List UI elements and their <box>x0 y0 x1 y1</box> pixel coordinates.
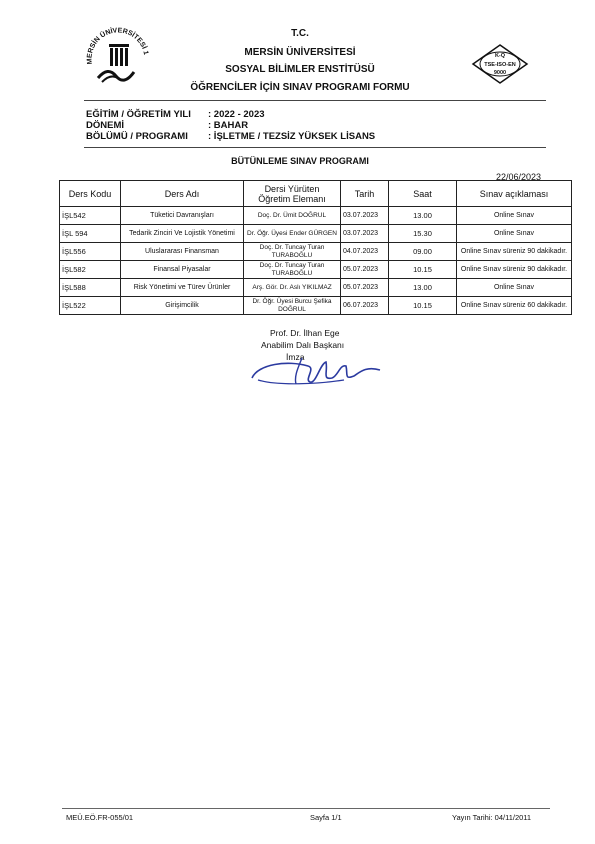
course-name: Risk Yönetimi ve Türev Ürünler <box>121 279 244 297</box>
university-logo <box>82 24 152 86</box>
course-name: Tüketici Davranışları <box>121 207 244 225</box>
course-code: İŞL588 <box>60 279 121 297</box>
exam-note: Online Sınav <box>457 207 572 225</box>
academic-year-value: : 2022 - 2023 <box>208 109 265 120</box>
table-row <box>60 261 572 279</box>
exam-time: 13.00 <box>389 207 457 225</box>
header-lecturer <box>244 181 341 207</box>
exam-time: 13.00 <box>389 279 457 297</box>
header-note: Sınav açıklaması <box>457 181 572 207</box>
header-course-name: Ders Adı <box>121 181 244 207</box>
table-header-row <box>60 181 572 207</box>
exam-note: Online Sınav süreniz 90 dakikadır. <box>457 261 572 279</box>
page-number: Sayfa 1/1 <box>310 813 342 822</box>
signatory-title: Anabilim Dalı Başkanı <box>261 340 345 350</box>
course-code: İŞL582 <box>60 261 121 279</box>
exam-time: 09.00 <box>389 243 457 261</box>
exam-time: 10.15 <box>389 297 457 315</box>
exam-date: 03.07.2023 <box>341 207 389 225</box>
tse-logo-line-1: K-Q <box>494 53 506 59</box>
exam-note: Online Sınav <box>457 225 572 243</box>
header-lecturer-line-1: Dersi Yürüten <box>264 183 320 194</box>
course-code: İŞL556 <box>60 243 121 261</box>
exam-schedule-table <box>59 180 572 315</box>
footer-divider <box>62 808 550 809</box>
lecturer: Dr. Öğr. Üyesi Ender GÜRGEN <box>244 225 341 243</box>
course-name: Finansal Piyasalar <box>121 261 244 279</box>
exam-date: 04.07.2023 <box>341 243 389 261</box>
handwritten-signature <box>248 350 388 388</box>
info-divider <box>84 147 546 148</box>
department-label: BÖLÜMÜ / PROGRAMI <box>86 131 188 142</box>
section-title: BÜTÜNLEME SINAV PROGRAMI <box>231 156 369 166</box>
course-code: İŞL542 <box>60 207 121 225</box>
course-code: İŞL 594 <box>60 225 121 243</box>
exam-date: 06.07.2023 <box>341 297 389 315</box>
header-course-code: Ders Kodu <box>60 181 121 207</box>
exam-note: Online Sınav süreniz 90 dakikadır. <box>457 243 572 261</box>
country-title: T.C. <box>291 28 309 39</box>
form-title: ÖĞRENCİLER İÇİN SINAV PROGRAMI FORMU <box>190 82 410 93</box>
exam-time: 10.15 <box>389 261 457 279</box>
signatory-name: Prof. Dr. İlhan Ege <box>270 328 340 338</box>
document-date: 22/06/2023 <box>496 172 542 182</box>
academic-year-label: EĞİTİM / ÖĞRETİM YILI <box>86 109 191 120</box>
exam-note: Online Sınav <box>457 279 572 297</box>
course-name: Tedarik Zinciri Ve Lojistik Yönetimi <box>121 225 244 243</box>
exam-date: 03.07.2023 <box>341 225 389 243</box>
exam-date: 05.07.2023 <box>341 261 389 279</box>
exam-date: 05.07.2023 <box>341 279 389 297</box>
tse-logo-line-2: TSE-ISO-EN <box>484 62 516 68</box>
department-value: : İŞLETME / TEZSİZ YÜKSEK LİSANS <box>208 131 376 142</box>
table-row <box>60 279 572 297</box>
table-row <box>60 207 572 225</box>
course-name: Girişimcilik <box>121 297 244 315</box>
lecturer: Doç. Dr. Ümit DOĞRUL <box>244 207 341 225</box>
table-row <box>60 243 572 261</box>
lecturer: Arş. Gör. Dr. Aslı YIKILMAZ <box>244 279 341 297</box>
header-date: Tarih <box>341 181 389 207</box>
tse-iso-certification-logo <box>470 42 530 86</box>
lecturer: Doç. Dr. Tuncay Turan TURABOĞLU <box>244 261 341 279</box>
lecturer: Dr. Öğr. Üyesi Burcu Şefika DOĞRUL <box>244 297 341 315</box>
course-name: Uluslararası Finansman <box>121 243 244 261</box>
signature-label: İmza <box>286 352 305 362</box>
lecturer: Doç. Dr. Tuncay Turan TURABOĞLU <box>244 243 341 261</box>
logo-left-text: MERSİN ÜNİVERSİTESİ 1 <box>86 27 150 65</box>
institute-title: SOSYAL BİLİMLER ENSTİTÜSÜ <box>225 64 375 75</box>
publish-date: Yayın Tarihi: 04/11/2011 <box>452 813 532 822</box>
header-lecturer-line-2: Öğretim Elemanı <box>258 193 326 204</box>
term-value: : BAHAR <box>208 120 249 131</box>
header-time: Saat <box>389 181 457 207</box>
exam-note: Online Sınav süreniz 60 dakikadır. <box>457 297 572 315</box>
exam-time: 15.30 <box>389 225 457 243</box>
header-divider <box>84 100 546 101</box>
course-code: İŞL522 <box>60 297 121 315</box>
university-title: MERSİN ÜNİVERSİTESİ <box>244 47 356 58</box>
form-code: MEÜ.EÖ.FR-055/01 <box>66 813 134 822</box>
table-row <box>60 297 572 315</box>
table-row <box>60 225 572 243</box>
term-label: DÖNEMİ <box>86 120 124 131</box>
tse-logo-line-3: 9000 <box>493 70 507 76</box>
